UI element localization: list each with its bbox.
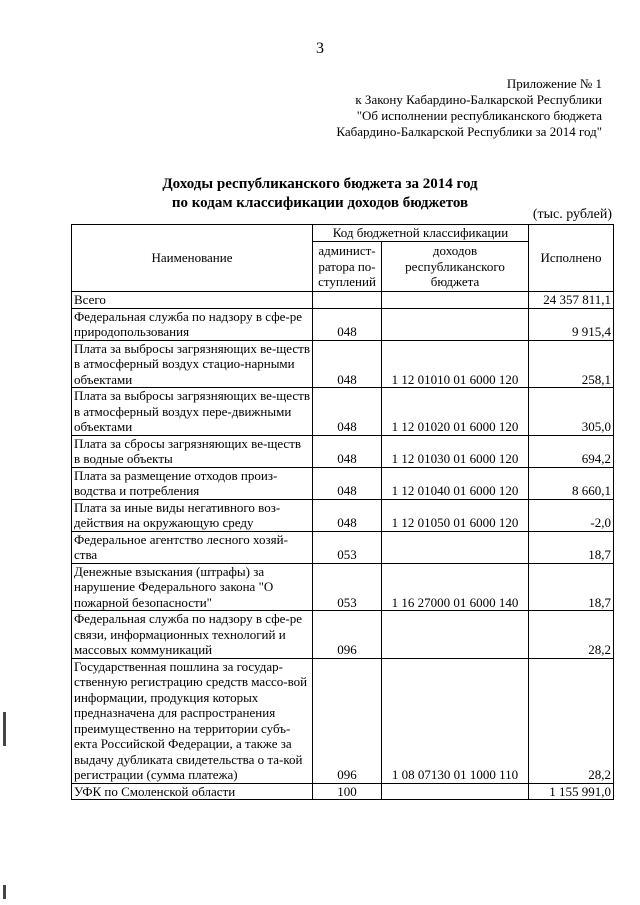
header-row (72, 225, 614, 242)
cell-name: Федеральная служба по надзору в сфе-ре природопользования (72, 308, 313, 340)
cell-name: Государственная пошлина за государ-ственную регистрацию средств массо-вой информации, продукция которых предназначена для распространения преимущественно на территории субъ-екта Российской Федерации, а также за выдачу дубликата свидетельства о та-кой регистрации (сумма платежа) (72, 658, 313, 783)
table-body (72, 292, 614, 800)
cell-income-code: 1 12 01010 01 6000 120 (382, 340, 529, 388)
scan-artifact (3, 885, 6, 899)
appendix-header (336, 76, 602, 140)
cell-income-code (382, 531, 529, 563)
cell-admin-code: 053 (313, 531, 382, 563)
cell-admin-code: 048 (313, 499, 382, 531)
table-row (72, 292, 614, 309)
cell-amount: 8 660,1 (529, 467, 614, 499)
cell-amount: 258,1 (529, 340, 614, 388)
title-line: по кодам классификации доходов бюджетов (171, 195, 469, 211)
cell-admin-code: 048 (313, 340, 382, 388)
header-executed: Исполнено (529, 225, 614, 292)
cell-name: Плата за выбросы загрязняющих ве-ществ в атмосферный воздух стацио-нарными объектами (72, 340, 313, 388)
table-row (72, 499, 614, 531)
appendix-line: Приложение № 1 (506, 76, 602, 91)
table-row (72, 388, 614, 436)
cell-income-code (382, 783, 529, 800)
cell-name: Плата за иные виды негативного воз-действия на окружающую среду (72, 499, 313, 531)
cell-amount: 694,2 (529, 435, 614, 467)
cell-amount: 18,7 (529, 563, 614, 611)
table-row (72, 308, 614, 340)
table-row (72, 563, 614, 611)
appendix-line: Кабардино-Балкарской Республики за 2014 год" (336, 124, 602, 139)
cell-admin-code: 048 (313, 388, 382, 436)
cell-amount: 18,7 (529, 531, 614, 563)
cell-amount: 305,0 (529, 388, 614, 436)
cell-income-code (382, 308, 529, 340)
cell-name: Плата за размещение отходов произ-водства и потребления (72, 467, 313, 499)
cell-admin-code: 096 (313, 658, 382, 783)
header-name: Наименование (72, 225, 313, 292)
table-row (72, 611, 614, 659)
cell-amount: -2,0 (529, 499, 614, 531)
scan-artifact (3, 712, 6, 746)
cell-amount: 28,2 (529, 658, 614, 783)
cell-name: Плата за сбросы загрязняющих ве-ществ в водные объекты (72, 435, 313, 467)
cell-income-code: 1 12 01050 01 6000 120 (382, 499, 529, 531)
header-income: доходов республиканского бюджета (382, 242, 529, 292)
cell-name: УФК по Смоленской области (72, 783, 313, 800)
appendix-line: "Об исполнении республиканского бюджета (356, 108, 602, 123)
table-row (72, 531, 614, 563)
cell-income-code: 1 12 01040 01 6000 120 (382, 467, 529, 499)
header-code-group: Код бюджетной классификации (313, 225, 529, 242)
cell-admin-code (313, 292, 382, 309)
cell-name: Денежные взыскания (штрафы) за нарушение Федерального закона "О пожарной безопасности" (72, 563, 313, 611)
cell-income-code: 1 12 01030 01 6000 120 (382, 435, 529, 467)
cell-amount: 1 155 991,0 (529, 783, 614, 800)
cell-admin-code: 048 (313, 467, 382, 499)
cell-name: Плата за выбросы загрязняющих ве-ществ в атмосферный воздух пере-движными объектами (72, 388, 313, 436)
cell-admin-code: 053 (313, 563, 382, 611)
table-row (72, 658, 614, 783)
cell-amount: 9 915,4 (529, 308, 614, 340)
cell-name: Федеральное агентство лесного хозяй-ства (72, 531, 313, 563)
cell-admin-code: 100 (313, 783, 382, 800)
cell-income-code: 1 16 27000 01 6000 140 (382, 563, 529, 611)
title-line: Доходы республиканского бюджета за 2014 год (162, 176, 478, 192)
cell-admin-code: 048 (313, 435, 382, 467)
appendix-line: к Закону Кабардино-Балкарской Республики (355, 92, 602, 107)
cell-income-code: 1 12 01020 01 6000 120 (382, 388, 529, 436)
cell-admin-code: 048 (313, 308, 382, 340)
table-row (72, 340, 614, 388)
cell-amount: 28,2 (529, 611, 614, 659)
page-number: 3 (316, 40, 324, 57)
income-table (71, 224, 614, 800)
units-label: (тыс. рублей) (532, 207, 612, 222)
cell-amount: 24 357 811,1 (529, 292, 614, 309)
cell-name: Всего (72, 292, 313, 309)
table-row (72, 783, 614, 800)
cell-name: Федеральная служба по надзору в сфе-ре связи, информационных технологий и массовых коммуникаций (72, 611, 313, 659)
cell-income-code: 1 08 07130 01 1000 110 (382, 658, 529, 783)
cell-admin-code: 096 (313, 611, 382, 659)
cell-income-code (382, 611, 529, 659)
table-row (72, 467, 614, 499)
table-row (72, 435, 614, 467)
cell-income-code (382, 292, 529, 309)
header-admin: админист-ратора по-ступлений (313, 242, 382, 292)
